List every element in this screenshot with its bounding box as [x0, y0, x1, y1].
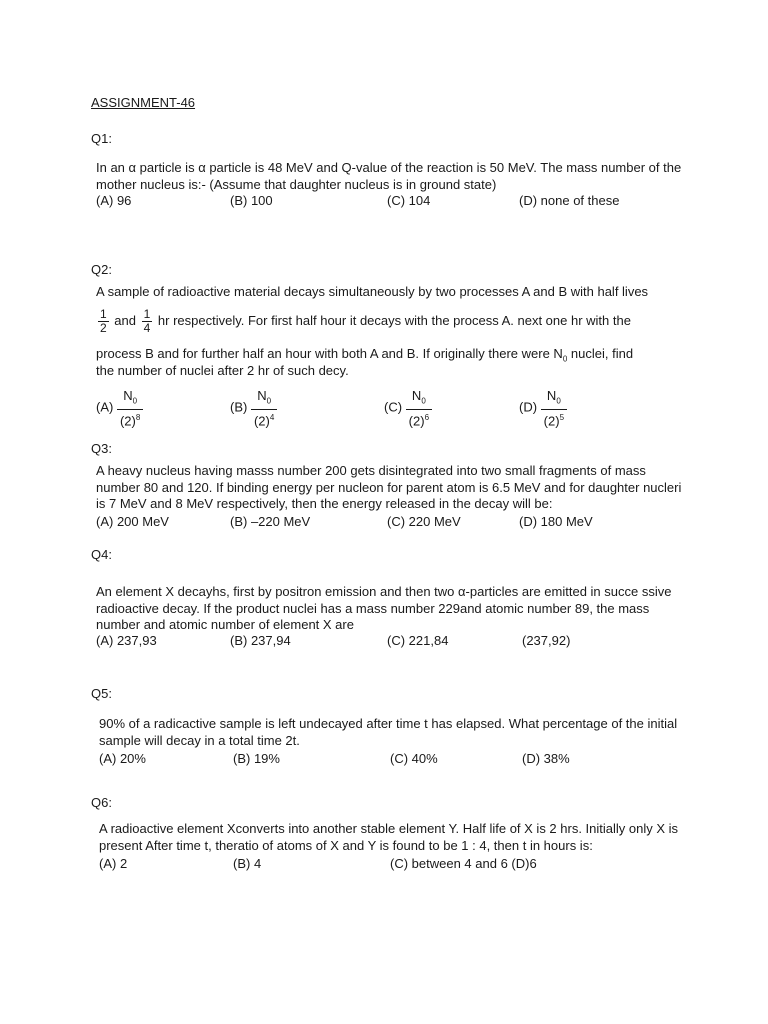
- question-1-text: In an α particle is α particle is 48 MeV and Q-value of the reaction is 50 MeV. The mass number of the mother nucleus is:- (Assume that daughter nucleus is in ground state): [96, 160, 682, 192]
- question-3-option-d: (D) 180 MeV: [519, 514, 593, 529]
- question-4-option-d: (237,92): [522, 633, 571, 648]
- question-2-line-3: process B and for further half an hour with both A and B. If originally there were $N_0$ nuclei, find: [96, 346, 634, 364]
- question-3-label: Q3:: [91, 441, 112, 456]
- question-6-option-a: (A) 2: [99, 856, 128, 871]
- question-2-option-d: (D) $\frac{N_0}{(2)^5}$: [519, 388, 567, 428]
- question-4-option-b: (B) 237,94: [230, 633, 291, 648]
- half-fraction: $\frac{1}{2}$: [100, 307, 107, 335]
- question-4-option-c: (C) 221,84: [387, 633, 449, 648]
- page-title: ASSIGNMENT-46: [91, 95, 196, 110]
- question-3-text: A heavy nucleus having masss number 200 gets disintegrated into two small fragments of mass number 80 and 120. If binding energy per nucleon for parent atom is 6.5 MeV and for daughter nucleri is 7 MeV and 8 MeV respectively, then the energy released in the decay will be:: [96, 463, 682, 511]
- question-6-option-c: (C) between 4 and 6 (D)6: [390, 856, 537, 871]
- question-1-option-c: (C) 104: [387, 193, 431, 208]
- question-5-option-b: (B) 19%: [233, 751, 280, 766]
- question-2-option-a: (A) $\frac{N_0}{(2)^8}$: [96, 388, 143, 428]
- question-5-option-a: (A) 20%: [99, 751, 146, 766]
- question-3-option-a: (A) 200 MeV: [96, 514, 169, 529]
- question-4-label: Q4:: [91, 547, 112, 562]
- question-6-label: Q6:: [91, 795, 112, 810]
- question-2-option-b: (B) $\frac{N_0}{(2)^4}$: [230, 388, 277, 428]
- question-6-option-b: (B) 4: [233, 856, 262, 871]
- question-5-option-d: (D) 38%: [522, 751, 570, 766]
- question-1-option-b: (B) 100: [230, 193, 273, 208]
- question-2-line-2: $\frac{1}{2}$ and $\frac{1}{4}$ hr respectively. For first half hour it decays with the process A. next one hr with the: [100, 307, 631, 335]
- question-1-option-a: (A) 96: [96, 193, 132, 208]
- question-4-option-a: (A) 237,93: [96, 633, 157, 648]
- question-3-option-b: (B) –220 MeV: [230, 514, 311, 529]
- quarter-fraction: $\frac{1}{4}$: [143, 307, 151, 335]
- question-5-option-c: (C) 40%: [390, 751, 438, 766]
- question-5-label: Q5:: [91, 686, 112, 701]
- question-5-text: 90% of a radicactive sample is left undecayed after time t has elapsed. What percentage of the initial sample will decay in a total time 2t.: [99, 716, 678, 748]
- question-2-label: Q2:: [91, 262, 112, 277]
- question-2-option-c: (C) $\frac{N_0}{(2)^6}$: [384, 388, 432, 428]
- question-3-option-c: (C) 220 MeV: [387, 514, 461, 529]
- question-6-text: A radioactive element Xconverts into another stable element Y. Half life of X is 2 hrs. Initially only X is present After time t, theratio of atoms of X and Y is found to be 1 : 4, then t in hours is:: [99, 821, 679, 853]
- question-1-label: Q1:: [91, 131, 112, 146]
- question-4-text: An element X decayhs, first by positron emission and then two α-particles are emitted in succe ssive radioactive decay. If the product nuclei has a mass number 229and atomic number 89, the mass number and atomic number of element X are: [96, 584, 672, 632]
- question-2-line-4: the number of nuclei after 2 hr of such decy.: [96, 363, 349, 378]
- question-1-option-d: (D) none of these: [519, 193, 620, 208]
- question-2-line-1: A sample of radioactive material decays simultaneously by two processes A and B with half lives: [96, 284, 649, 299]
